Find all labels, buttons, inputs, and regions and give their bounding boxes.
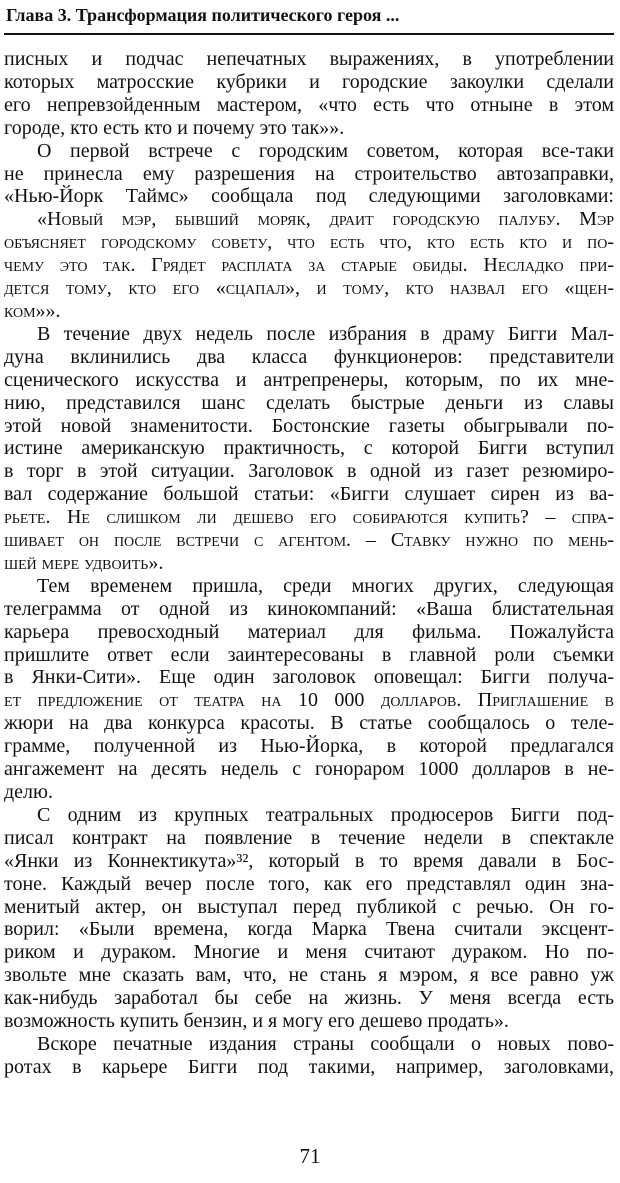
text-line: нию, представился шанс сделать быстрые деньги из славы	[4, 391, 614, 414]
text-line: «Нью-Йорк Таймс» сообщала под следующими заголовками:	[4, 185, 614, 208]
text-line: истине американскую практичность, с которой Бигги вступил	[4, 437, 614, 460]
text-line: шивает он после встречи с агентом. – Ставку нужно по мень-	[4, 529, 614, 552]
text-line: вал содержание большой статьи: «Бигги слушает сирен из ва-	[4, 483, 614, 506]
body-text	[4, 48, 614, 1079]
text-line: «Новый мэр, бывший моряк, драит городскую палубу. Мэр	[37, 208, 614, 231]
text-line: шей мере удвоить».	[4, 551, 164, 574]
running-head: Глава 3. Трансформация политического героя ...	[6, 5, 400, 25]
text-line: дется тому, кто его «сцапал», и тому, кто назвал его «щен-	[4, 277, 614, 300]
text-line: сценического искусства и антрепренеры, которым, по их мне-	[4, 368, 614, 391]
text-line: рьете. Не слишком ли дешево его собираются купить? – спра-	[4, 506, 614, 529]
text-line: пришлите ответ если заинтересованы в главной роли съемки	[4, 643, 614, 666]
page-number: 71	[299, 1144, 321, 1168]
text-line: ком»».	[4, 299, 61, 322]
text-line: ангажемент на десять недель с гонораром 1000 долларов в не-	[4, 758, 614, 781]
text-line: городе, кто есть кто и почему это так»».	[4, 116, 345, 139]
header-rule	[4, 33, 614, 35]
text-line: телеграмма от одной из кинокомпаний: «Ваша блистательная	[4, 597, 614, 620]
text-line: Тем временем пришла, среди многих других, следующая	[37, 574, 614, 597]
text-line: О первой встрече с городским советом, которая все-таки	[37, 139, 614, 162]
text-line: риком и дураком. Многие и меня считают дураком. Но по-	[4, 941, 614, 964]
text-line: в торг в этой ситуации. Заголовок в одной из газет резюмиро-	[4, 460, 614, 483]
text-line: дуна вклинились два класса функционеров: представители	[4, 345, 614, 368]
text-line: ротах в карьере Бигги под такими, например, заголовками,	[4, 1055, 614, 1078]
text-line: звольте мне сказать вам, что, не стань я мэром, я все равно уж	[4, 964, 614, 987]
text-line: С одним из крупных театральных продюсеров Бигги под-	[37, 803, 614, 826]
text-line: ворил: «Были времена, когда Марка Твена считали эксцент-	[4, 918, 614, 941]
text-line: не принесла ему разрешения на строительство автозаправки,	[4, 162, 614, 185]
text-line: грамме, полученной из Нью-Йорка, в которой предлагался	[4, 735, 614, 758]
text-line: писал контракт на появление в течение недели в спектакле	[4, 826, 614, 849]
text-line: чему это так. Грядет расплата за старые обиды. Несладко при-	[4, 254, 614, 277]
text-line: возможность купить бензин, и я могу его дешево продать».	[4, 1010, 509, 1033]
text-line: жюри на два конкурса красоты. В статье сообщалось о теле-	[4, 712, 614, 735]
text-line: ет предложение от театра на 10 000 долларов. Приглашение в	[4, 689, 614, 712]
text-line: делю.	[4, 781, 53, 803]
text-line: В течение двух недель после избрания в драму Бигги Мал-	[37, 322, 614, 345]
text-line: как-нибудь заработал бы себе на жизнь. У меня всегда есть	[4, 987, 614, 1010]
text-line: в Янки-Сити». Еще один заголовок оповещал: Бигги получа-	[4, 666, 614, 689]
text-line: объясняет городскому совету, что есть что, кто есть кто и по-	[4, 231, 614, 254]
text-line: карьера превосходный материал для фильма. Пожалуйста	[4, 620, 614, 643]
text-line: тоне. Каждый вечер после того, как его представлял один зна-	[4, 872, 614, 895]
text-line: его непревзойденным мастером, «что есть что отныне в этом	[4, 93, 614, 116]
text-line: менитый актер, он выступал перед публикой с речью. Он го-	[4, 895, 614, 918]
text-line: этой новой знаменитости. Бостонские газеты обыгрывали по-	[4, 414, 614, 437]
text-line: писных и подчас непечатных выражениях, в употреблении	[4, 48, 614, 70]
text-line: Вскоре печатные издания страны сообщали о новых пово-	[37, 1032, 614, 1055]
text-line: «Янки из Коннектикута»³², который в то время давали в Бос-	[4, 849, 614, 872]
text-line: которых матросские кубрики и городские закоулки сделали	[4, 70, 614, 93]
